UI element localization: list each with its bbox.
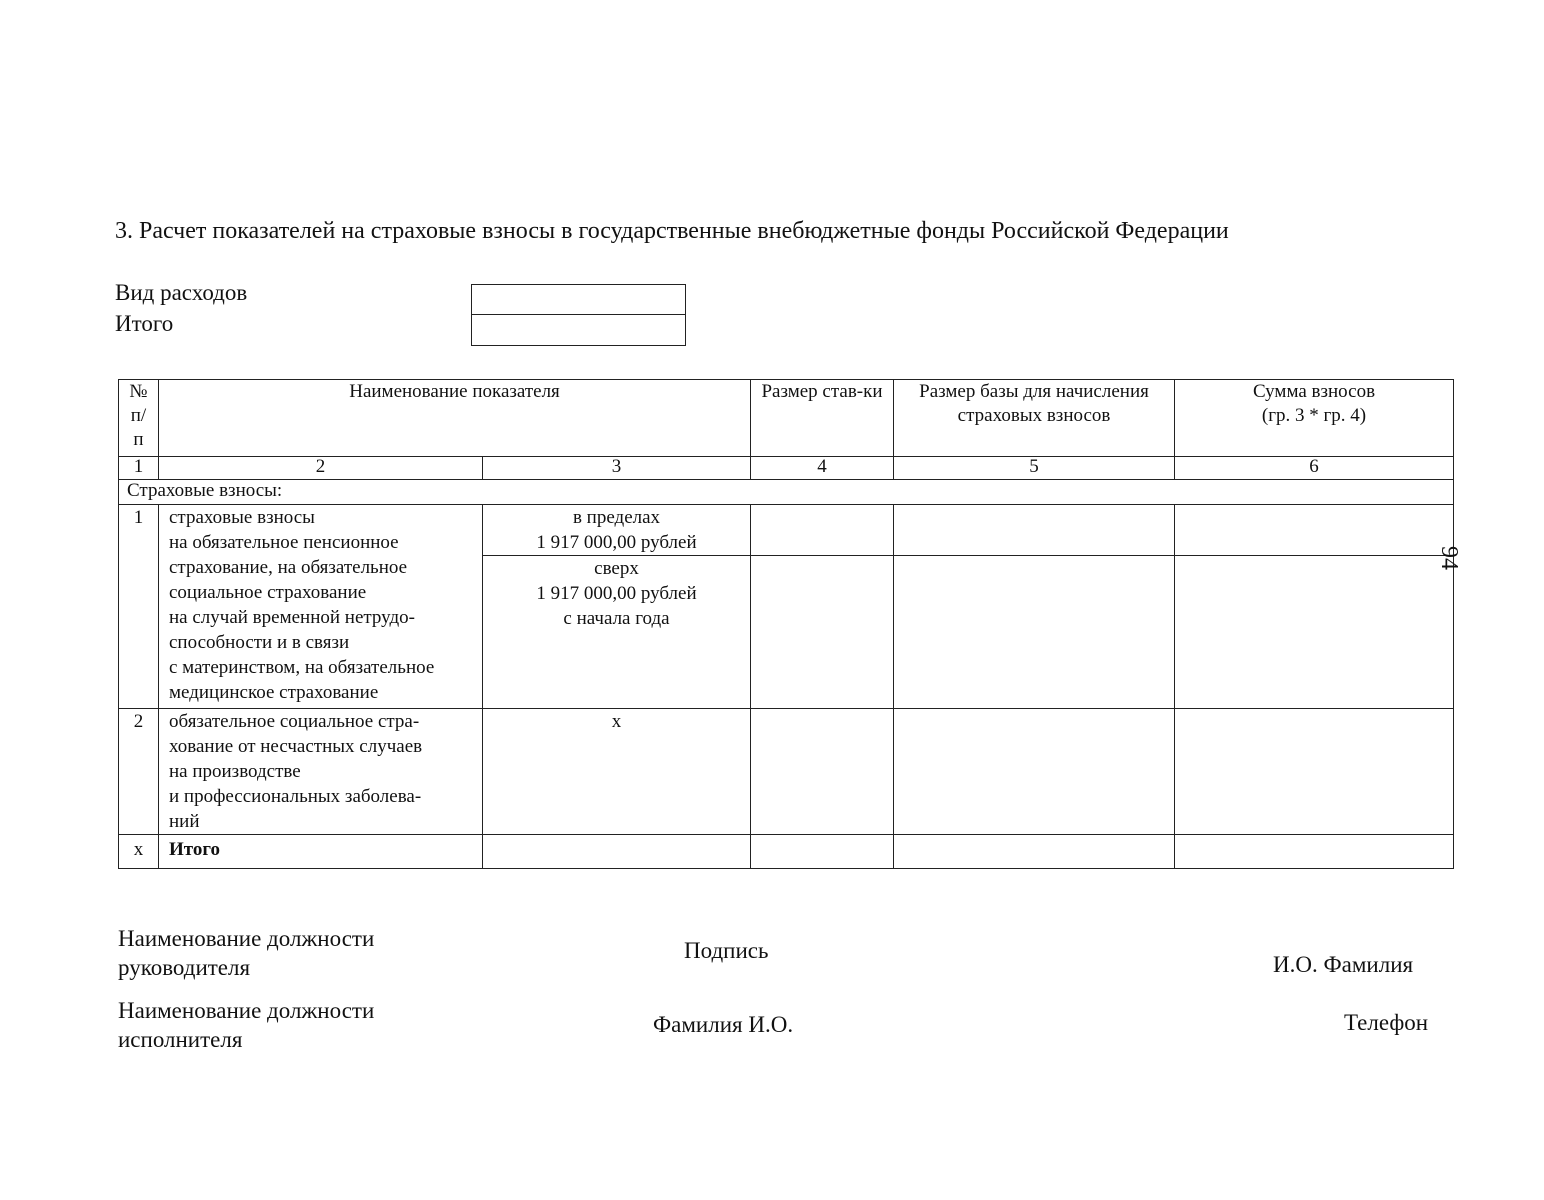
row1-within-line: 1 917 000,00 рублей (536, 532, 697, 553)
row2-name-line: и профессиональных заболева- (169, 786, 422, 807)
column-number: 6 (1175, 457, 1454, 480)
header-sum-line1: Сумма взносов (1252, 381, 1376, 402)
total-field[interactable] (471, 314, 686, 346)
row1-name-line: с материнством, на обязательное (169, 657, 435, 678)
head-name: И.О. Фамилия (1273, 952, 1414, 977)
row1-name (159, 505, 483, 709)
row1-name-line: медицинское страхование (169, 682, 379, 703)
section-row (119, 480, 1454, 505)
head-position (118, 924, 374, 982)
row2-name-line: хование от несчастных случаев (169, 736, 423, 757)
total-label: Итого (115, 311, 174, 336)
row2-name-line: обязательное социальное стра- (169, 711, 420, 732)
total-number: х (119, 835, 159, 869)
row2-rate-cell[interactable] (751, 709, 894, 835)
executor-name: Фамилия И.О. (653, 1012, 794, 1037)
total-rate-cell[interactable] (751, 835, 894, 869)
row2-base-cell[interactable] (894, 709, 1175, 835)
row1-name-line: на случай временной нетрудо- (169, 607, 415, 628)
row1-within-sum-cell[interactable] (1175, 505, 1454, 556)
total-row (119, 835, 1454, 869)
table-row (119, 505, 1454, 556)
header-sum (1175, 380, 1454, 457)
row1-over-base-cell[interactable] (894, 556, 1175, 709)
column-number: 5 (894, 457, 1175, 480)
row2-sum-cell[interactable] (1175, 709, 1454, 835)
column-number: 3 (483, 457, 751, 480)
contributions-table (118, 379, 1454, 869)
row1-over-limit (483, 556, 751, 709)
row1-name-line: на обязательное пенсионное (169, 532, 399, 553)
total-col3-cell[interactable] (483, 835, 751, 869)
row2-name (159, 709, 483, 835)
row2-number: 2 (119, 709, 159, 835)
head-position-line: Наименование должности (118, 926, 375, 951)
row1-name-line: страховые взносы (169, 507, 315, 528)
expense-type-label: Вид расходов (115, 280, 248, 305)
phone-label: Телефон (1344, 1010, 1429, 1035)
header-row (119, 380, 1454, 457)
row2-name-line: ний (169, 811, 200, 832)
row1-over-line: сверх (594, 558, 639, 579)
row1-over-line: с начала года (563, 608, 670, 629)
row1-within-base-cell[interactable] (894, 505, 1175, 556)
total-base-cell[interactable] (894, 835, 1175, 869)
header-rate: Размер став-ки (751, 380, 894, 457)
page-number: 94 (1436, 546, 1462, 570)
row1-within-line: в пределах (572, 507, 661, 528)
signature-label: Подпись (684, 938, 769, 963)
header-base: Размер базы для начисления страховых взносов (894, 380, 1175, 457)
table-row (119, 709, 1454, 835)
row2-col3: х (483, 709, 751, 835)
total-row-label: Итого (159, 835, 483, 869)
row1-name-line: способности и в связи (169, 632, 350, 653)
row1-over-line: 1 917 000,00 рублей (536, 583, 697, 604)
header-number: № п/п (119, 380, 159, 457)
column-number-row (119, 457, 1454, 480)
row1-name-line: страхование, на обязательное (169, 557, 408, 578)
row1-name-line: социальное страхование (169, 582, 367, 603)
total-sum-cell[interactable] (1175, 835, 1454, 869)
header-sum-line2: (гр. 3 * гр. 4) (1261, 405, 1367, 426)
executor-position-line: Наименование должности (118, 998, 375, 1023)
row1-within-rate-cell[interactable] (751, 505, 894, 556)
section-label: Страховые взносы: (119, 480, 1454, 505)
row1-over-sum-cell[interactable] (1175, 556, 1454, 709)
column-number: 2 (159, 457, 483, 480)
column-number: 4 (751, 457, 894, 480)
row2-name-line: на производстве (169, 761, 301, 782)
column-number: 1 (119, 457, 159, 480)
executor-position-line: исполнителя (118, 1027, 243, 1052)
row1-within-limit (483, 505, 751, 556)
executor-position (118, 996, 374, 1054)
row1-number: 1 (119, 505, 159, 709)
expense-type-field[interactable] (471, 284, 686, 315)
row1-over-rate-cell[interactable] (751, 556, 894, 709)
header-name: Наименование показателя (159, 380, 751, 457)
section-title: 3. Расчет показателей на страховые взносы в государственные внебюджетные фонды Российской Федерации (115, 218, 1229, 244)
head-position-line: руководителя (118, 955, 251, 980)
